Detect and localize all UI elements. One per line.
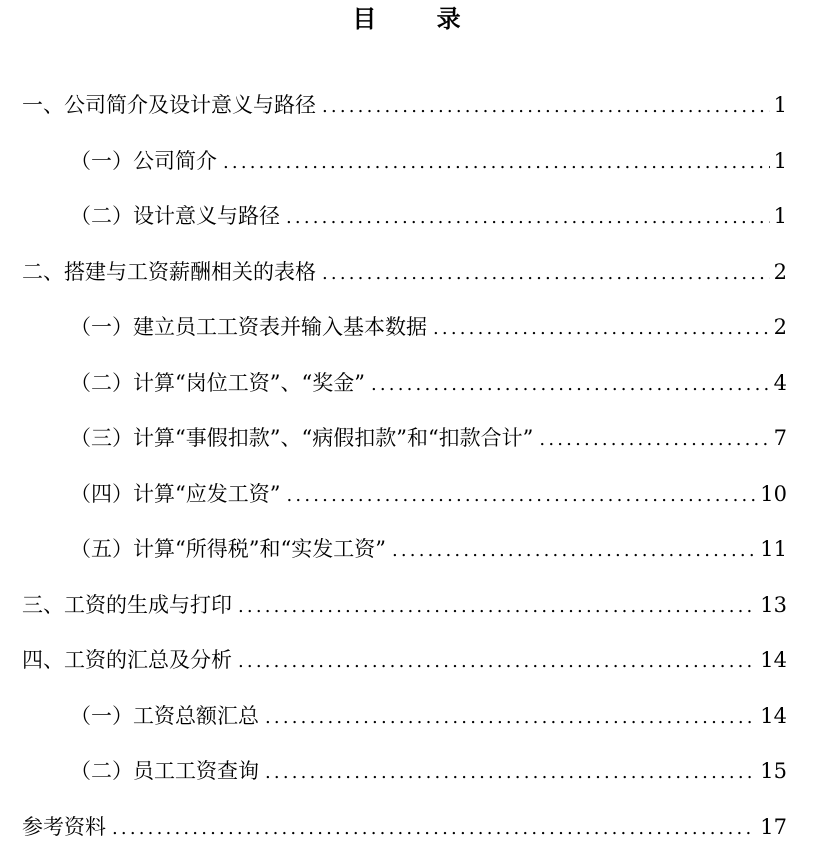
toc-page-number: 1 — [774, 134, 787, 190]
toc-dot-leader — [238, 579, 756, 635]
toc-dot-leader — [286, 468, 756, 524]
toc-page-number: 2 — [774, 245, 787, 301]
toc-entry[interactable] — [0, 245, 813, 301]
toc-page-number: 11 — [760, 522, 787, 578]
toc-entry[interactable] — [0, 800, 813, 856]
toc-list — [0, 78, 813, 855]
toc-dot-leader — [265, 690, 756, 746]
toc-entry-text: 四、工资的汇总及分析 — [22, 633, 232, 689]
toc-entry-text: （五）计算“所得税”和“实发工资” — [70, 522, 386, 578]
toc-entry[interactable] — [0, 467, 813, 523]
toc-entry-text: （四）计算“应发工资” — [70, 467, 280, 523]
toc-entry-text: （一）工资总额汇总 — [70, 689, 259, 745]
toc-dot-leader — [392, 523, 756, 579]
toc-entry[interactable] — [0, 744, 813, 800]
toc-dot-leader — [322, 246, 770, 302]
toc-page-number: 15 — [760, 744, 787, 800]
toc-dot-leader — [265, 745, 756, 801]
toc-page-number: 13 — [760, 578, 787, 634]
toc-page-number: 1 — [774, 78, 787, 134]
toc-entry[interactable] — [0, 689, 813, 745]
toc-title: 目 录 — [0, 2, 813, 36]
toc-entry-text: 参考资料 — [22, 800, 106, 856]
toc-entry-text: 一、公司简介及设计意义与路径 — [22, 78, 316, 134]
toc-entry-text: （一）公司简介 — [70, 134, 217, 190]
toc-page-number: 1 — [774, 189, 787, 245]
toc-entry-text: （一）建立员工工资表并输入基本数据 — [70, 300, 427, 356]
toc-entry-text: 三、工资的生成与打印 — [22, 578, 232, 634]
toc-page-number: 7 — [774, 411, 787, 467]
toc-entry-text: （二）设计意义与路径 — [70, 189, 280, 245]
toc-page-number: 10 — [760, 467, 787, 523]
toc-entry[interactable] — [0, 411, 813, 467]
toc-dot-leader — [322, 79, 770, 135]
toc-page-number: 14 — [760, 633, 787, 689]
toc-entry[interactable] — [0, 633, 813, 689]
toc-dot-leader — [433, 301, 770, 357]
toc-entry[interactable] — [0, 189, 813, 245]
toc-page-number: 14 — [760, 689, 787, 745]
toc-dot-leader — [112, 801, 756, 856]
toc-entry-text: （三）计算“事假扣款”、“病假扣款”和“扣款合计” — [70, 411, 533, 467]
toc-dot-leader — [371, 357, 770, 413]
toc-entry[interactable] — [0, 78, 813, 134]
toc-dot-leader — [539, 412, 769, 468]
toc-entry-text: 二、搭建与工资薪酬相关的表格 — [22, 245, 316, 301]
toc-dot-leader — [238, 634, 756, 690]
toc-entry-text: （二）员工工资查询 — [70, 744, 259, 800]
toc-page-number: 4 — [774, 356, 787, 412]
toc-page-number: 17 — [760, 800, 787, 856]
toc-dot-leader — [286, 190, 770, 246]
toc-entry[interactable] — [0, 134, 813, 190]
toc-dot-leader — [223, 135, 770, 191]
toc-entry[interactable] — [0, 522, 813, 578]
toc-entry[interactable] — [0, 300, 813, 356]
toc-page-number: 2 — [774, 300, 787, 356]
toc-entry[interactable] — [0, 356, 813, 412]
toc-entry[interactable] — [0, 578, 813, 634]
toc-entry-text: （二）计算“岗位工资”、“奖金” — [70, 356, 365, 412]
